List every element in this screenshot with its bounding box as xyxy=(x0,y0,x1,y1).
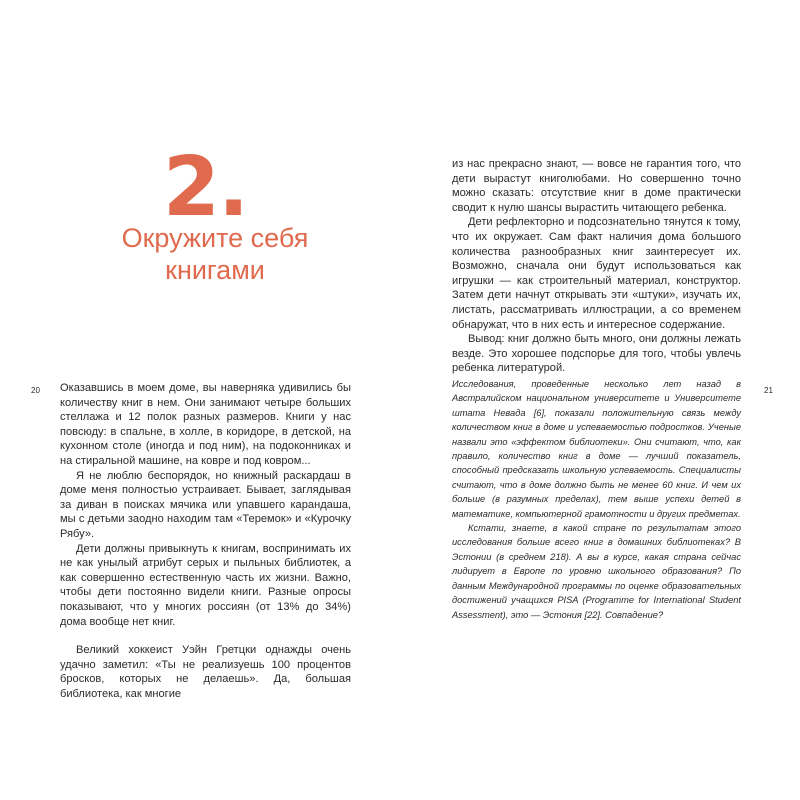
body-paragraph: из нас прекрасно знают, — вовсе не гарантия того, что дети вырастут книголюбами. Но совершенно точно можно сказать: отсутствие книг в доме практически сводит к нулю шансы вырастить читающего ребенка. xyxy=(452,158,741,214)
chapter-title-line: Окружите себя xyxy=(121,223,309,253)
page-number-right: 21 xyxy=(764,386,773,395)
body-paragraph: Дети рефлекторно и подсознательно тянутся к тому, что их окружает. Сам факт наличия дома большого количества разнообразных книг заинтересует их. Возможно, сначала они будут использоваться как игрушки — как строительный материал, конструктор. Затем дети начнут открывать эти «штуки», изучать их, листать, рассматривать иллюстрации, а со временем обнаружат, что в них есть и интересное содержание. xyxy=(452,216,741,331)
note-paragraph: Кстати, знаете, в какой стране по результатам этого исследования больше всего книг в домашних библиотеках? В Эстонии (в среднем 218). А вы в курсе, какая страна сейчас лидирует в Европе по уровню школьного образования? По данным Международной программы по оценке образовательных достижений учащихся PISA (Programme for International Student Assessment), это — Эстония [22]. Совпадение? xyxy=(452,523,741,620)
right-body-text xyxy=(452,157,741,376)
body-paragraph: Дети должны привыкнуть к книгам, воспринимать их не как унылый атрибут серых и пыльных библиотек, а как совершенно естественную часть их жизни. Важно, чтобы дети постоянно видели книги. Разные опросы показывают, что у многих россиян (от 13% до 34%) дома вообще нет книг. xyxy=(60,542,351,628)
body-paragraph: Оказавшись в моем доме, вы наверняка удивились бы количеству книг в нем. Они занимают четыре больших стеллажа и 12 полок разных размеров. Книги у нас повсюду: в спальне, в холле, в коридоре, в детской, на кухонном столе (иногда и под ним), на подоконниках и на стиральной машине, на ковре и под ковром... xyxy=(60,382,351,467)
body-paragraph: Вывод: книг должно быть много, они должны лежать везде. Это хорошее подспорье для того, чтобы увлечь ребенка литературой. xyxy=(452,333,741,375)
chapter-title-line: книгами xyxy=(165,255,265,285)
chapter-title xyxy=(60,222,370,286)
body-paragraph: Я не люблю беспорядок, но книжный раскардаш в доме меня полностью устраивает. Бывает, заглядывая за диван в поисках мячика или упавшего карандаша, мы с детьми заодно находим там «Теремок» и «Курочку Рябу». xyxy=(60,469,351,540)
chapter-number: 2. xyxy=(162,140,248,235)
left-body-text xyxy=(60,381,351,701)
page-number-left: 20 xyxy=(31,386,40,395)
research-note xyxy=(452,377,741,622)
body-paragraph: Великий хоккеист Уэйн Гретцки однажды очень удачно заметил: «Ты не реализуешь 100 процентов бросков, которых не делаешь». Да, большая библиотека, как многие xyxy=(60,644,351,700)
note-paragraph: Исследования, проведенные несколько лет назад в Австралийском национальном университете и Университете штата Невада [6], показали положительную связь между количеством книг в доме и успеваемостью подростков. Ученые назвали это «эффектом библиотеки». Они считают, что, как правило, количество книг в доме — лучший показатель, способный предсказать школьную успеваемость. Специалисты считают, что в доме должно быть не менее 60 книг. И чем их больше (в разумных пределах), тем выше успехи детей в математике, компьютерной грамотности и других предметах. xyxy=(452,379,741,519)
